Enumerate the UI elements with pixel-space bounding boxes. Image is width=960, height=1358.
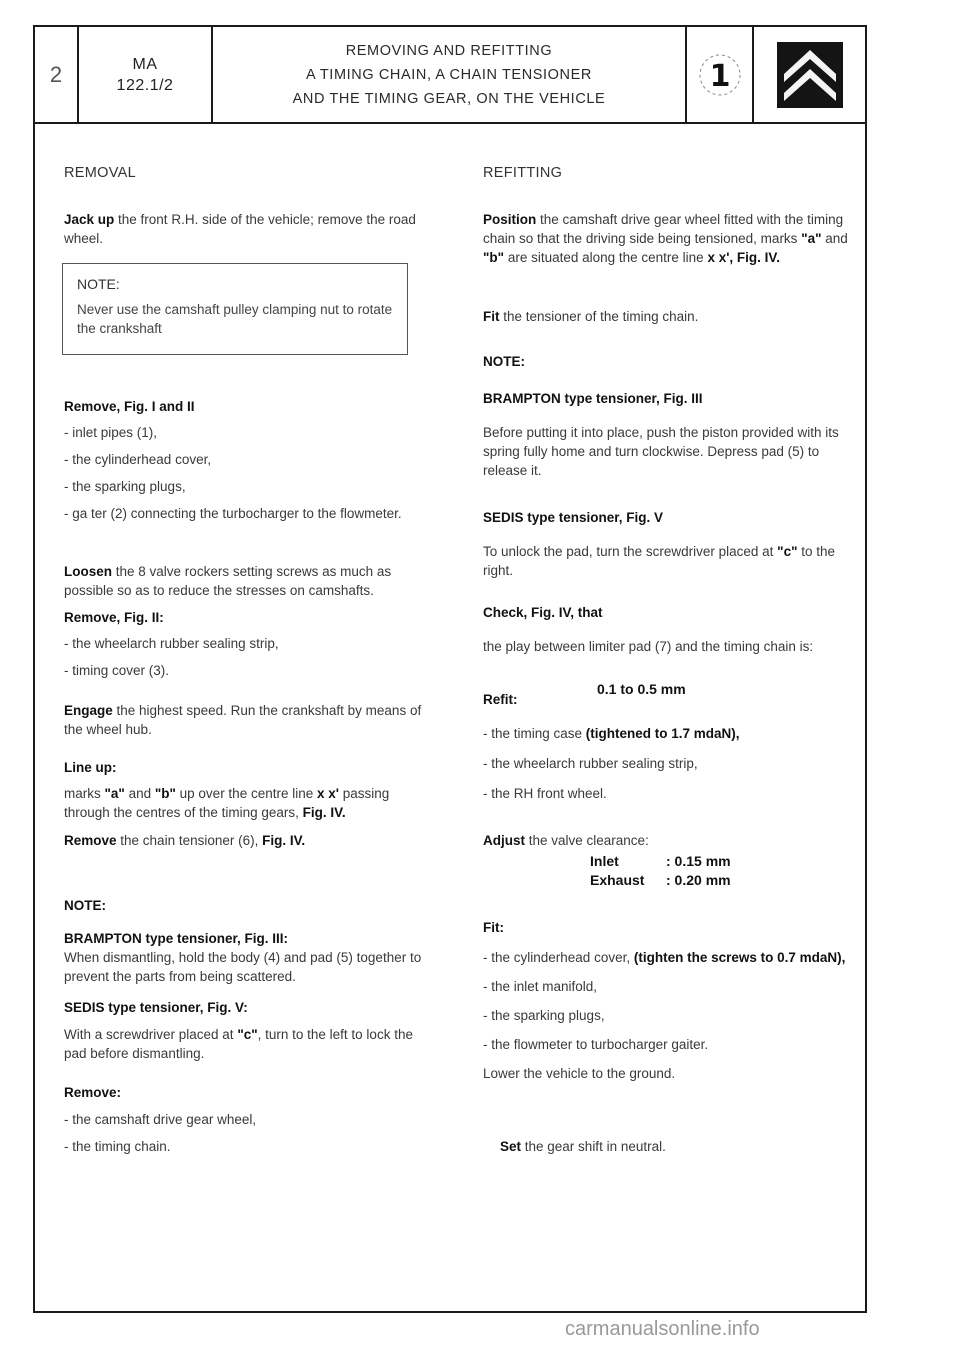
figure-reference: x x', Fig. IV. <box>707 250 780 265</box>
mark-c: "c" <box>777 544 798 559</box>
jack-up-keyword: Jack up <box>64 212 115 227</box>
refitting-heading: REFITTING <box>483 165 563 181</box>
fit-keyword: Fit <box>483 309 500 324</box>
page-number-cell <box>35 27 79 122</box>
mark-b: "b" <box>154 786 176 801</box>
sedis-heading: SEDIS type tensioner, Fig. V <box>483 510 664 525</box>
torque-value: (tighten the screws to 0.7 mdaN), <box>633 950 846 965</box>
set-text: the gear shift in neutral. <box>521 1139 666 1154</box>
remove-fig-1-2-heading: Remove, Fig. I and II <box>64 399 195 414</box>
jack-up-text: the front R.H. side of the vehicle; remove the road wheel. <box>64 212 416 246</box>
text-span: up over the centre line <box>175 786 317 801</box>
text-span: to the right. <box>483 544 836 578</box>
fit-text: the tensioner of the timing chain. <box>499 309 699 324</box>
text-span: marks <box>64 786 105 801</box>
text-span: With a screwdriver placed at <box>64 1027 238 1042</box>
fit-heading: Fit: <box>483 920 504 935</box>
mark-b: "b" <box>483 250 505 265</box>
remove-final-heading: Remove: <box>64 1085 122 1100</box>
mark-c: "c" <box>237 1027 258 1042</box>
list-item: - the flowmeter to turbocharger gaiter. <box>483 1037 709 1052</box>
list-item: - the wheelarch rubber sealing strip, <box>483 756 698 771</box>
reference-code-line1: MA <box>132 55 158 73</box>
text-span: and <box>124 786 155 801</box>
remove-fig-2-section <box>64 608 432 680</box>
set-keyword: Set <box>500 1139 522 1154</box>
brampton-text: Before putting it into place, push the piston provided with its spring fully home and turn clockwise. Depress pad (5) to release it. <box>483 425 839 478</box>
text-span: - the timing case <box>483 726 586 741</box>
manual-page <box>33 25 867 1313</box>
reference-code-line2: 122.1/2 <box>116 76 174 94</box>
line-up-text <box>64 784 432 822</box>
section-badge-icon <box>696 49 744 101</box>
logo-cell <box>754 27 865 122</box>
exhaust-value: : 0.20 mm <box>666 872 731 888</box>
list-item: - the camshaft drive gear wheel, <box>64 1112 257 1127</box>
remove-tensioner-text: the chain tensioner (6), <box>116 833 263 848</box>
refit-list <box>483 724 855 803</box>
line-up-heading: Line up: <box>64 760 117 775</box>
position-step <box>483 210 855 267</box>
text-span: To unlock the pad, turn the screwdriver placed at <box>483 544 778 559</box>
lower-vehicle-text: Lower the vehicle to the ground. <box>483 1066 676 1081</box>
text-span: passing through the centres of the timing gears, <box>64 786 390 820</box>
remove-fig-1-2-section <box>64 397 432 523</box>
centre-line-label: x x' <box>317 786 339 801</box>
refit-note-heading: NOTE: <box>483 354 525 369</box>
removal-note-title: NOTE: <box>77 276 120 292</box>
page-title-line2: A TIMING CHAIN, A CHAIN TENSIONER <box>306 66 592 83</box>
list-item <box>483 724 855 743</box>
list-item: - the sparking plugs, <box>483 1008 605 1023</box>
play-value: 0.1 to 0.5 mm <box>597 681 686 697</box>
list-item <box>483 948 855 967</box>
sedis-text <box>64 1025 432 1063</box>
sedis-heading: SEDIS type tensioner, Fig. V: <box>64 1000 248 1015</box>
check-section <box>483 603 855 656</box>
list-item: - the timing chain. <box>64 1139 171 1154</box>
mark-a: "a" <box>801 231 822 246</box>
set-gear-step <box>500 1137 855 1156</box>
text-span: , turn to the left to lock the pad before dismantling. <box>64 1027 413 1061</box>
loosen-step <box>64 562 432 600</box>
engage-step <box>64 701 432 739</box>
refit-brampton-section <box>483 389 855 480</box>
jack-up-step <box>64 210 430 248</box>
remove-final-section <box>64 1083 432 1156</box>
list-item: - the RH front wheel. <box>483 786 607 801</box>
list-item: - the cylinderhead cover, <box>64 452 212 467</box>
adjust-step <box>483 831 855 850</box>
page-title-cell <box>213 27 687 122</box>
loosen-text: the 8 valve rockers setting screws as much as possible so as to reduce the stresses on camshafts. <box>64 564 392 598</box>
inlet-value: : 0.15 mm <box>666 853 731 869</box>
loosen-keyword: Loosen <box>64 564 113 579</box>
fit-list <box>483 948 855 1083</box>
removal-note-box <box>62 263 408 355</box>
removal-note-2 <box>64 896 432 1063</box>
adjust-keyword: Adjust <box>483 833 525 848</box>
text-span: - the cylinderhead cover, <box>483 950 634 965</box>
refit-sedis-section <box>483 508 855 580</box>
sedis-text <box>483 542 855 580</box>
list-item: - the inlet manifold, <box>483 979 598 994</box>
list-item: - ga ter (2) connecting the turbocharger to the flowmeter. <box>64 506 402 521</box>
figure-reference: Fig. IV. <box>262 833 306 848</box>
line-up-section <box>64 758 432 822</box>
page-title-line3: AND THE TIMING GEAR, ON THE VEHICLE <box>292 90 606 107</box>
engage-text: the highest speed. Run the crankshaft by means of the wheel hub. <box>64 703 422 737</box>
page-number: 2 <box>49 61 63 87</box>
remove-keyword: Remove <box>64 833 117 848</box>
engage-keyword: Engage <box>64 703 113 718</box>
inlet-label: Inlet <box>590 853 619 869</box>
check-heading: Check, Fig. IV, that <box>483 605 603 620</box>
mark-a: "a" <box>104 786 125 801</box>
reference-code-cell <box>79 27 213 122</box>
remove-tensioner-step <box>64 831 432 850</box>
removal-note-text: Never use the camshaft pulley clamping nut to rotate the crankshaft <box>77 302 393 336</box>
brampton-heading: BRAMPTON type tensioner, Fig. III: <box>64 931 289 946</box>
text-span: and <box>821 231 848 246</box>
remove-fig-2-heading: Remove, Fig. II: <box>64 610 164 625</box>
section-badge-number: 1 <box>709 58 730 94</box>
list-item: - the sparking plugs, <box>64 479 186 494</box>
check-text: the play between limiter pad (7) and the timing chain is: <box>483 639 814 654</box>
position-keyword: Position <box>483 212 537 227</box>
brampton-heading: BRAMPTON type tensioner, Fig. III <box>483 391 703 406</box>
list-item: - timing cover (3). <box>64 663 170 678</box>
torque-value: (tightened to 1.7 mdaN), <box>585 726 740 741</box>
text-span: are situated along the centre line <box>504 250 708 265</box>
watermark: carmanualsonline.info <box>565 1318 760 1340</box>
section-badge-cell <box>687 27 754 122</box>
valve-clearance-table <box>590 852 731 890</box>
figure-reference: Fig. IV. <box>302 805 346 820</box>
fit-tensioner-step <box>483 307 855 326</box>
brampton-text: When dismantling, hold the body (4) and pad (5) together to prevent the parts from being scattered. <box>64 950 422 984</box>
citroen-logo-icon <box>777 42 843 108</box>
list-item: - the wheelarch rubber sealing strip, <box>64 636 279 651</box>
removal-heading: REMOVAL <box>64 165 136 181</box>
adjust-text: the valve clearance: <box>525 833 649 848</box>
page-header <box>35 27 865 124</box>
refit-heading: Refit: <box>483 692 518 707</box>
exhaust-label: Exhaust <box>590 872 645 888</box>
list-item: - inlet pipes (1), <box>64 425 158 440</box>
page-title-line1: REMOVING AND REFITTING <box>345 42 553 59</box>
text-span: the camshaft drive gear wheel fitted with the timing chain so that the driving side being tensioned, marks <box>483 212 844 246</box>
note-heading: NOTE: <box>64 898 106 913</box>
